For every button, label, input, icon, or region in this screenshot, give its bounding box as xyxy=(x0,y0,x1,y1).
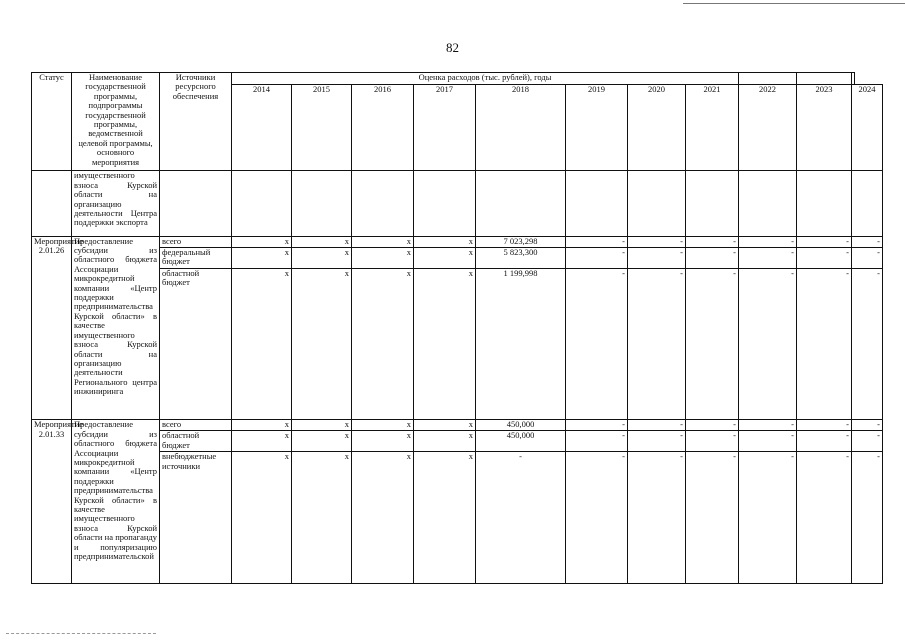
value-cell: x xyxy=(292,247,352,268)
header-blank xyxy=(797,73,852,85)
value-cell: 450,000 xyxy=(476,420,566,431)
value-cell: - xyxy=(739,452,797,584)
value-cell: - xyxy=(739,236,797,247)
value-cell: x xyxy=(232,452,292,584)
value-cell: - xyxy=(566,431,628,452)
expenses-table xyxy=(31,72,883,584)
source-label: внебюджетные источники xyxy=(160,452,232,584)
value-cell: - xyxy=(797,268,852,420)
source-label: областной бюджет xyxy=(160,431,232,452)
value-cell: - xyxy=(686,420,739,431)
value-cell: x xyxy=(292,452,352,584)
value-cell: - xyxy=(628,236,686,247)
value-cell: - xyxy=(628,452,686,584)
header-year: 2014 xyxy=(232,85,292,171)
value-cell: - xyxy=(628,247,686,268)
value-cell: x xyxy=(352,452,414,584)
value-cell: x xyxy=(232,420,292,431)
header-year: 2021 xyxy=(686,85,739,171)
value-cell: x xyxy=(414,268,476,420)
scan-artifact xyxy=(6,633,156,637)
source-label: всего xyxy=(160,236,232,247)
value-cell: - xyxy=(686,268,739,420)
value-cell: x xyxy=(414,452,476,584)
value-cell: x xyxy=(232,236,292,247)
header-status: Статус xyxy=(32,73,72,171)
value-cell: 1 199,998 xyxy=(476,268,566,420)
header-year: 2022 xyxy=(739,85,797,171)
header-estimate: Оценка расходов (тыс. рублей), годы xyxy=(232,73,739,85)
value-cell: - xyxy=(739,268,797,420)
header-year: 2024 xyxy=(852,85,883,171)
value-cell: - xyxy=(852,268,883,420)
value-cell: x xyxy=(414,420,476,431)
value-cell: x xyxy=(292,431,352,452)
header-year: 2016 xyxy=(352,85,414,171)
source-label: всего xyxy=(160,420,232,431)
value-cell: - xyxy=(686,452,739,584)
value-cell: 5 823,300 xyxy=(476,247,566,268)
value-cell: x xyxy=(232,268,292,420)
value-cell: - xyxy=(739,420,797,431)
value-cell: - xyxy=(852,431,883,452)
value-cell: - xyxy=(852,420,883,431)
value-cell: - xyxy=(628,268,686,420)
value-cell: 450,000 xyxy=(476,431,566,452)
value-cell: 7 023,298 xyxy=(476,236,566,247)
value-cell: x xyxy=(232,431,292,452)
value-cell: x xyxy=(414,236,476,247)
value-cell: x xyxy=(292,268,352,420)
continuation-status xyxy=(32,171,72,236)
value-cell: - xyxy=(739,247,797,268)
value-cell: - xyxy=(739,431,797,452)
value-cell: - xyxy=(566,420,628,431)
value-cell: - xyxy=(566,452,628,584)
value-cell: x xyxy=(414,247,476,268)
value-cell: - xyxy=(797,431,852,452)
measure-status: Мероприятие 2.01.33 xyxy=(32,420,72,584)
continuation-name: имущественного взноса Курской области на организацию деятельности Центра поддержки экспорта xyxy=(72,171,160,236)
header-year: 2023 xyxy=(797,85,852,171)
top-rule xyxy=(683,3,905,4)
value-cell: - xyxy=(797,247,852,268)
value-cell: - xyxy=(566,268,628,420)
value-cell: - xyxy=(628,431,686,452)
header-sources: Источники ресурсного обеспечения xyxy=(160,73,232,171)
measure-status: Мероприятие 2.01.26 xyxy=(32,236,72,420)
value-cell: - xyxy=(686,236,739,247)
header-year: 2017 xyxy=(414,85,476,171)
measure-name: Предоставление субсидии из областного бюджета Ассоциации микрокредитной компании «Центр поддержки предпринимательства Курской области» в качестве имущественного взноса Курской области на организацию деятельности Регионального центра инжиниринга xyxy=(72,236,160,420)
value-cell: - xyxy=(797,452,852,584)
value-cell: - xyxy=(686,247,739,268)
value-cell: x xyxy=(232,247,292,268)
value-cell: - xyxy=(628,420,686,431)
header-year: 2015 xyxy=(292,85,352,171)
value-cell: - xyxy=(686,431,739,452)
value-cell: x xyxy=(352,420,414,431)
value-cell: x xyxy=(352,431,414,452)
value-cell: x xyxy=(414,431,476,452)
header-year: 2019 xyxy=(566,85,628,171)
page-number: 82 xyxy=(446,40,459,55)
header-blank xyxy=(739,73,797,85)
measure-name: Предоставление субсидии из областного бюджета Ассоциации микрокредитной компании «Центр поддержки предпринимательства Курской области» в качестве имущественного взноса Курской области на пропаганду и популяризацию предпринимательской xyxy=(72,420,160,584)
value-cell: - xyxy=(566,236,628,247)
value-cell: - xyxy=(797,236,852,247)
value-cell: x xyxy=(292,236,352,247)
value-cell: - xyxy=(476,452,566,584)
header-year: 2020 xyxy=(628,85,686,171)
header-year: 2018 xyxy=(476,85,566,171)
value-cell: x xyxy=(352,268,414,420)
value-cell: x xyxy=(292,420,352,431)
header-blank xyxy=(852,73,855,85)
value-cell: - xyxy=(566,247,628,268)
value-cell: - xyxy=(852,247,883,268)
source-label: областной бюджет xyxy=(160,268,232,420)
value-cell: - xyxy=(852,236,883,247)
value-cell: - xyxy=(852,452,883,584)
value-cell: x xyxy=(352,236,414,247)
value-cell: x xyxy=(352,247,414,268)
continuation-source xyxy=(160,171,232,236)
value-cell: - xyxy=(797,420,852,431)
source-label: федеральный бюджет xyxy=(160,247,232,268)
header-name: Наименование государственной программы, подпрограммы государственной программы, ведомственной целевой программы, основного мероприятия xyxy=(72,73,160,171)
